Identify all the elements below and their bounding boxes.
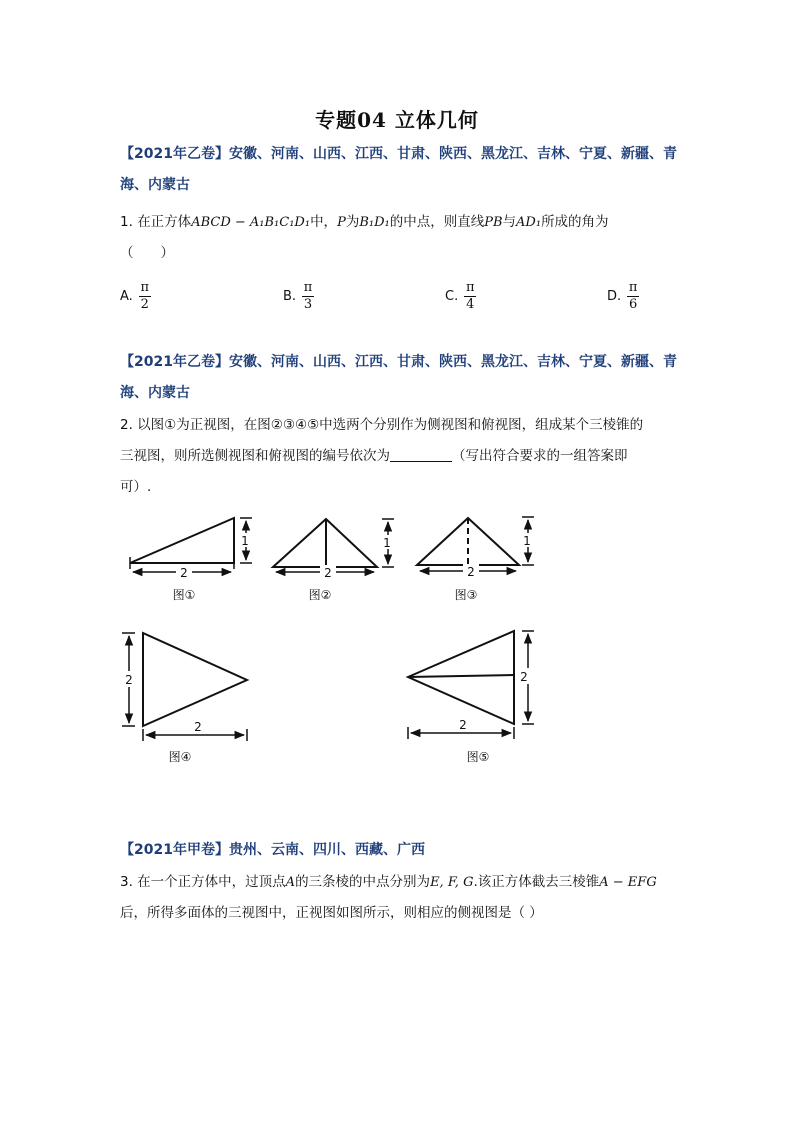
q1-option-b[interactable] bbox=[283, 280, 314, 313]
figure-3 bbox=[417, 517, 534, 571]
fraction bbox=[139, 280, 151, 313]
q1-option-c[interactable] bbox=[445, 280, 476, 313]
figure-4-height-label: 2 bbox=[125, 673, 133, 687]
q3-line1 bbox=[120, 867, 680, 898]
figure-1-base-label: 2 bbox=[180, 566, 188, 580]
numerator: π bbox=[303, 280, 313, 295]
fraction bbox=[627, 280, 639, 313]
denominator: 6 bbox=[629, 297, 638, 312]
q1-text-e: 与 bbox=[502, 214, 517, 230]
page-title: 专题04 立体几何 bbox=[315, 108, 479, 132]
numerator: π bbox=[628, 280, 638, 295]
denominator: 2 bbox=[140, 297, 149, 312]
q3-vertex-a: A bbox=[285, 875, 296, 890]
denominator: 4 bbox=[466, 297, 475, 312]
q2-stem bbox=[120, 410, 680, 503]
q1-cube: ABCD − A₁B₁C₁D₁ bbox=[191, 215, 311, 230]
q3-source-header: 【2021年甲卷】贵州、云南、四川、西藏、广西 bbox=[120, 842, 425, 858]
q2-line2a: 三视图，则所选侧视图和俯视图的编号依次为 bbox=[120, 448, 390, 464]
q2-line2b: （写出符合要求的一组答案即 bbox=[452, 448, 628, 464]
figure-4-caption: 图④ bbox=[168, 750, 192, 764]
figure-3-base-label: 2 bbox=[467, 565, 475, 579]
q1-header-line1: 【2021年乙卷】安徽、河南、山西、江西、甘肃、陕西、黑龙江、吉林、宁夏、新疆、青 bbox=[120, 146, 677, 162]
figure-5-height-label: 2 bbox=[520, 670, 528, 684]
figure-1-height-label: 1 bbox=[241, 534, 249, 548]
q1-text-d: 的中点，则直线 bbox=[389, 214, 485, 230]
numerator: π bbox=[140, 280, 150, 295]
denominator: 3 bbox=[303, 297, 313, 312]
q1-text-f: 所成的角为 bbox=[541, 214, 609, 230]
q3-points-efg: E, F, G bbox=[430, 875, 474, 890]
fraction bbox=[302, 280, 314, 313]
q3-line2: 后，所得多面体的三视图中，正视图如图所示，则相应的侧视图是（ ） bbox=[120, 905, 543, 921]
q3-text-b: 的三条棱的中点分别为 bbox=[295, 874, 431, 890]
three-view-figures bbox=[0, 505, 794, 805]
figure-4-base-label: 2 bbox=[194, 720, 202, 734]
figure-5-base-label: 2 bbox=[459, 718, 467, 732]
figure-2-height-label: 1 bbox=[383, 536, 391, 550]
q1-option-d[interactable] bbox=[607, 280, 639, 313]
figure-3-height-label: 1 bbox=[523, 534, 531, 548]
figure-1-triangle bbox=[130, 518, 234, 563]
figure-1 bbox=[130, 518, 252, 572]
q1-stem bbox=[120, 207, 680, 269]
q3-pyramid: A − EFG bbox=[599, 875, 657, 890]
q2-source-header bbox=[120, 347, 680, 409]
q1-line-pb: PB bbox=[484, 215, 503, 230]
q1-text-a: 在正方体 bbox=[137, 214, 192, 230]
figure-1-caption: 图① bbox=[172, 588, 196, 602]
figure-4 bbox=[122, 633, 247, 741]
q1-text-b: 中， bbox=[310, 214, 338, 230]
q3-stem bbox=[120, 867, 680, 929]
figure-5 bbox=[408, 631, 534, 739]
figure-3-caption: 图③ bbox=[454, 588, 478, 602]
answer-blank[interactable] bbox=[390, 447, 452, 462]
figure-2 bbox=[273, 519, 394, 572]
q2-header-line2: 海、内蒙古 bbox=[120, 385, 190, 401]
figure-5-caption: 图⑤ bbox=[466, 750, 490, 764]
figure-4-triangle bbox=[143, 633, 247, 726]
q3-text-a: 3. 在一个正方体中，过顶点 bbox=[120, 874, 286, 890]
q1-text-c: 为 bbox=[345, 214, 360, 230]
q1-header-line2: 海、内蒙古 bbox=[120, 177, 190, 193]
q2-line2 bbox=[120, 441, 680, 472]
q1-line-ad1: AD₁ bbox=[516, 215, 542, 230]
figure-2-caption: 图② bbox=[308, 588, 332, 602]
q2-line1: 2. 以图①为正视图，在图②③④⑤中选两个分别作为侧视图和俯视图，组成某个三棱锥的 bbox=[120, 417, 644, 433]
q1-segment-b1d1: B₁D₁ bbox=[359, 215, 390, 230]
q1-point-p: P bbox=[337, 215, 346, 230]
q2-line3: 可）. bbox=[120, 479, 152, 495]
q1-option-a[interactable] bbox=[120, 280, 151, 313]
q1-number: 1. bbox=[120, 214, 133, 230]
figure-5-inner-edge bbox=[408, 675, 514, 677]
fraction bbox=[464, 280, 476, 313]
option-label: D. bbox=[607, 289, 622, 304]
q1-answer-paren: （ ） bbox=[120, 245, 174, 261]
option-label: A. bbox=[120, 289, 133, 304]
q3-text-c: .该正方体截去三棱锥 bbox=[473, 874, 600, 890]
numerator: π bbox=[465, 280, 475, 295]
q2-header-line1: 【2021年乙卷】安徽、河南、山西、江西、甘肃、陕西、黑龙江、吉林、宁夏、新疆、青 bbox=[120, 354, 677, 370]
option-label: B. bbox=[283, 289, 297, 304]
option-label: C. bbox=[445, 289, 459, 304]
figure-2-base-label: 2 bbox=[324, 566, 332, 580]
q1-source-header bbox=[120, 139, 680, 201]
